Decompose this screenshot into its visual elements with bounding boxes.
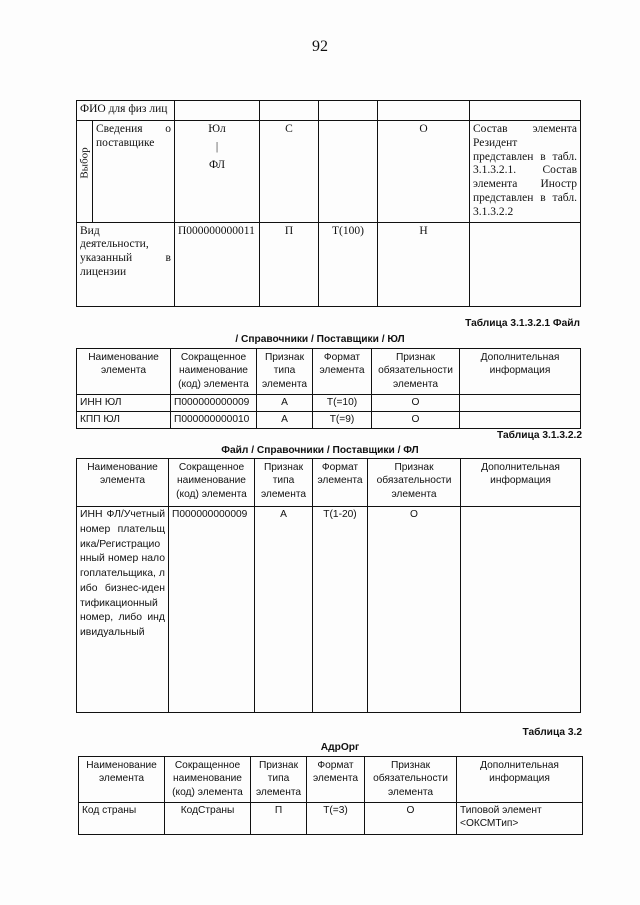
table-caption: Таблица 3.1.3.2.2 bbox=[497, 430, 582, 441]
table-cell: А bbox=[255, 507, 313, 713]
column-header: Дополнительная информация bbox=[457, 757, 583, 803]
table-cell: О bbox=[372, 395, 460, 412]
column-header: Сокращенное наименование (код) элемента bbox=[165, 757, 251, 803]
individual-table bbox=[76, 458, 581, 713]
table-cell: О bbox=[378, 121, 470, 223]
choice-label: Выбор bbox=[77, 147, 90, 179]
table-cell bbox=[470, 222, 581, 306]
table-cell: А bbox=[257, 395, 313, 412]
code-separator: | bbox=[215, 140, 219, 153]
column-header: Дополнительная информация bbox=[460, 349, 581, 395]
legal-entity-table bbox=[76, 348, 581, 429]
table-row bbox=[77, 121, 581, 223]
column-header: Формат элемента bbox=[307, 757, 365, 803]
column-header: Наименование элемента bbox=[77, 349, 171, 395]
table-cell bbox=[461, 507, 581, 713]
table-cell: Т(100) bbox=[319, 222, 378, 306]
table-cell: П000000000009 bbox=[171, 395, 257, 412]
table-cell bbox=[77, 121, 93, 223]
column-header: Признак типа элемента bbox=[257, 349, 313, 395]
table-cell: П bbox=[251, 803, 307, 835]
table-cell: Состав элемента Резидент представлен в табл. 3.1.3.2.1. Состав элемента Иностр представлен в табл. 3.1.3.2.2 bbox=[470, 121, 581, 223]
table-cell: Код страны bbox=[79, 803, 165, 835]
table-cell: П000000000010 bbox=[171, 412, 257, 429]
code-line: ФЛ bbox=[208, 158, 226, 171]
page-number: 92 bbox=[312, 38, 328, 55]
table-cell: Вид деятельности, указанный в лицензии bbox=[77, 222, 175, 306]
table-caption-path: АдрОрг bbox=[320, 742, 360, 753]
table-row bbox=[77, 101, 581, 121]
table-row bbox=[77, 412, 581, 429]
table-cell: Т(1-20) bbox=[313, 507, 368, 713]
table-cell: Типовой элемент <ОКСМТип> bbox=[457, 803, 583, 835]
table-header-row bbox=[79, 757, 583, 803]
code-line: Юл bbox=[208, 123, 226, 135]
table-cell: Сведения о поставщике bbox=[93, 121, 175, 223]
address-table bbox=[78, 756, 583, 835]
column-header: Сокращенное наименование (код) элемента bbox=[171, 349, 257, 395]
table-cell bbox=[175, 101, 260, 121]
table-cell bbox=[260, 101, 319, 121]
table-cell: Т(=10) bbox=[313, 395, 372, 412]
table-cell bbox=[319, 101, 378, 121]
table-cell: О bbox=[368, 507, 461, 713]
table-cell: Т(=9) bbox=[313, 412, 372, 429]
table-cell bbox=[460, 395, 581, 412]
table-cell: П bbox=[260, 222, 319, 306]
table-header-row bbox=[77, 459, 581, 507]
table-caption: Таблица 3.1.3.2.1 Файл bbox=[465, 318, 580, 329]
table-cell: О bbox=[372, 412, 460, 429]
table-row bbox=[79, 803, 583, 835]
table-caption: Таблица 3.2 bbox=[522, 727, 582, 738]
column-header: Дополнительная информация bbox=[461, 459, 581, 507]
table-cell: О bbox=[365, 803, 457, 835]
table-row bbox=[77, 222, 581, 306]
table-row bbox=[77, 395, 581, 412]
table-cell bbox=[175, 121, 260, 223]
table-caption-path: Файл / Справочники / Поставщики / ФЛ bbox=[221, 445, 419, 456]
table-cell: А bbox=[257, 412, 313, 429]
column-header: Формат элемента bbox=[313, 459, 368, 507]
table-cell: П000000000009 bbox=[169, 507, 255, 713]
table-cell: ИНН ФЛ/Учетный номер плательщика/Регистрационный номер налогоплательщика, либо бизнес-идентификационный номер, либо индивидуальный bbox=[77, 507, 169, 713]
table-cell: КодСтраны bbox=[165, 803, 251, 835]
table-cell: КПП ЮЛ bbox=[77, 412, 171, 429]
column-header: Сокращенное наименование (код) элемента bbox=[169, 459, 255, 507]
table-row bbox=[77, 507, 581, 713]
table-cell: ИНН ЮЛ bbox=[77, 395, 171, 412]
column-header: Признак обязательности элемента bbox=[372, 349, 460, 395]
table-cell: С bbox=[260, 121, 319, 223]
column-header: Наименование элемента bbox=[79, 757, 165, 803]
table-cell: ФИО для физ лиц bbox=[77, 101, 175, 121]
table-cell bbox=[470, 101, 581, 121]
column-header: Признак обязательности элемента bbox=[368, 459, 461, 507]
column-header: Признак типа элемента bbox=[255, 459, 313, 507]
table-cell: Т(=3) bbox=[307, 803, 365, 835]
table-cell: Н bbox=[378, 222, 470, 306]
column-header: Наименование элемента bbox=[77, 459, 169, 507]
table-cell bbox=[319, 121, 378, 223]
table-cell: П000000000011 bbox=[175, 222, 260, 306]
table-header-row bbox=[77, 349, 581, 395]
column-header: Формат элемента bbox=[313, 349, 372, 395]
table-cell bbox=[378, 101, 470, 121]
column-header: Признак типа элемента bbox=[251, 757, 307, 803]
table-cell bbox=[460, 412, 581, 429]
column-header: Признак обязательности элемента bbox=[365, 757, 457, 803]
continued-table bbox=[76, 100, 581, 307]
table-caption-path: / Справочники / Поставщики / ЮЛ bbox=[235, 334, 405, 345]
